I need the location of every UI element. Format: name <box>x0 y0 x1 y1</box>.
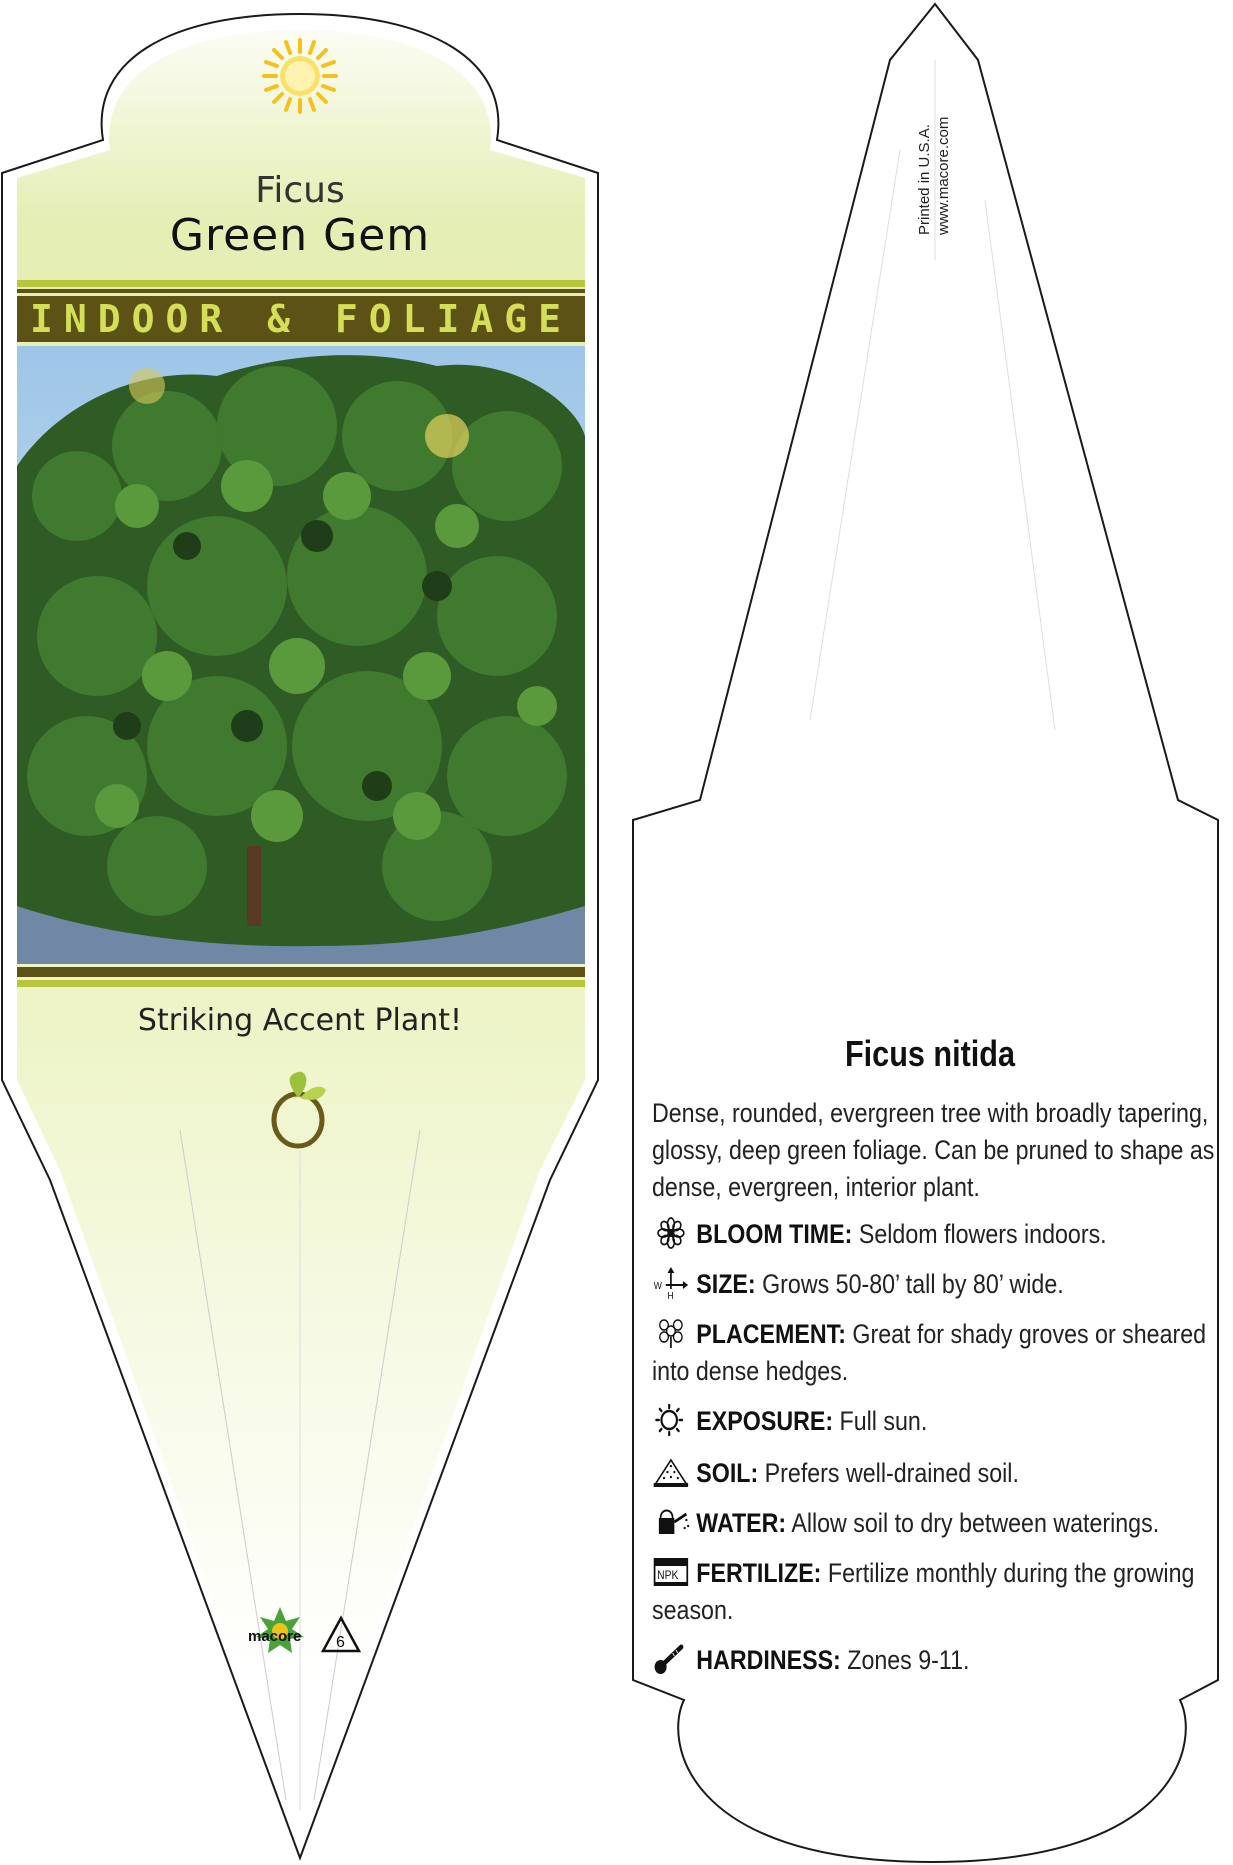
macore-brand-text: macore <box>248 1628 302 1645</box>
watering-can-icon <box>652 1506 690 1538</box>
exposure-label: EXPOSURE: <box>696 1406 834 1436</box>
detail-fertilize <box>652 1555 1220 1629</box>
botanical-name: Ficus nitida <box>844 1033 1016 1074</box>
npk-label: NPK <box>657 1569 679 1583</box>
placement-icon <box>652 1317 690 1349</box>
sun-icon <box>262 38 338 114</box>
placement-text: Great for shady groves or sheared into dense hedges. <box>652 1319 1207 1386</box>
detail-placement <box>652 1316 1220 1390</box>
water-text: Allow soil to dry between waterings. <box>791 1508 1160 1538</box>
website-text: www.macore.com <box>935 116 952 235</box>
front-species: Ficus <box>255 170 345 211</box>
size-arrows-icon <box>652 1267 690 1299</box>
bloom-time-text: Seldom flowers indoors. <box>858 1219 1107 1249</box>
size-label: SIZE: <box>696 1269 756 1299</box>
soil-text: Prefers well-drained soil. <box>764 1458 1019 1488</box>
placement-label: PLACEMENT: <box>696 1319 846 1349</box>
printed-in-text: Printed in U.S.A. <box>916 124 933 235</box>
detail-bloom-time <box>652 1216 1220 1253</box>
plant-description: Dense, rounded, evergreen tree with broadly tapering, glossy, deep green foliage. Can be pruned to shape as dense, evergreen, interior plant. <box>652 1098 1215 1202</box>
fertilize-label: FERTILIZE: <box>696 1558 822 1588</box>
recycle-icon <box>320 1615 362 1655</box>
fertilize-text: Fertilize monthly during the growing season. <box>652 1558 1195 1625</box>
front-variety: Green Gem <box>169 210 431 261</box>
flower-icon <box>652 1217 690 1249</box>
soil-icon <box>652 1456 690 1488</box>
category-band: INDOOR & FOLIAGE <box>17 296 585 342</box>
detail-water <box>652 1505 1220 1542</box>
printed-info <box>915 117 953 235</box>
npk-icon <box>652 1556 690 1588</box>
bloom-time-label: BLOOM TIME: <box>696 1219 853 1249</box>
recycle-code: 6 <box>336 1634 345 1651</box>
detail-exposure <box>652 1403 1220 1440</box>
sun-exposure-icon <box>652 1404 690 1436</box>
detail-hardiness <box>652 1642 1220 1679</box>
detail-soil <box>652 1455 1220 1492</box>
detail-size <box>652 1266 1220 1303</box>
size-w-label: W <box>653 1280 662 1292</box>
thermometer-icon <box>652 1643 690 1675</box>
soil-label: SOIL: <box>696 1458 759 1488</box>
exposure-text: Full sun. <box>839 1406 928 1436</box>
size-text: Grows 50-80’ tall by 80’ wide. <box>762 1269 1064 1299</box>
sprout-logo-icon <box>268 1068 334 1150</box>
front-tagline: Striking Accent Plant! <box>137 1003 463 1038</box>
size-h-label: H <box>667 1290 674 1299</box>
hardiness-text: Zones 9-11. <box>847 1645 970 1675</box>
hardiness-label: HARDINESS: <box>696 1645 841 1675</box>
water-label: WATER: <box>696 1508 787 1538</box>
plant-photo <box>17 346 585 964</box>
